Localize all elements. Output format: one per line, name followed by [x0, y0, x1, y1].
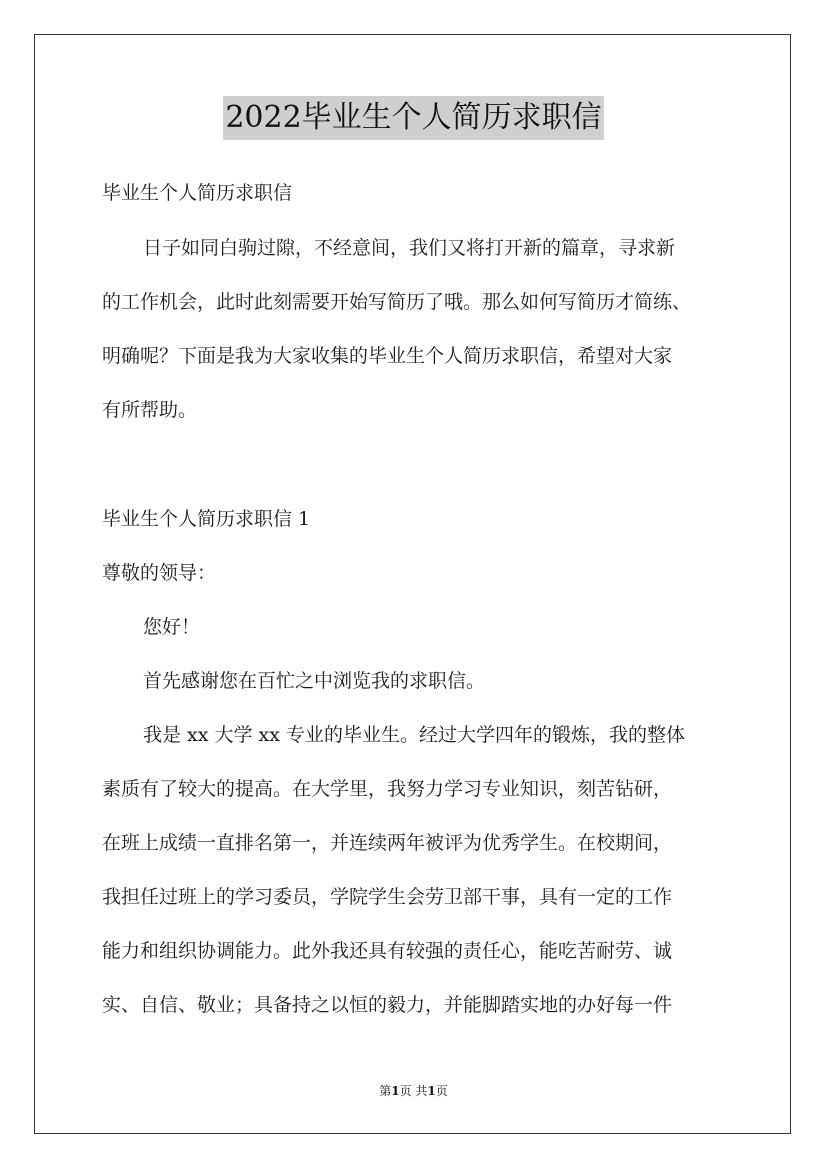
footer-total-pages: 1 — [427, 1084, 436, 1098]
document-title: 2022毕业生个人简历求职信 — [223, 96, 603, 140]
paragraph-line: 明确呢？下面是我为大家收集的毕业生个人简历求职信，希望对大家 — [102, 345, 673, 367]
paragraph-line: 我是 xx 大学 xx 专业的毕业生。经过大学四年的锻炼，我的整体 — [143, 724, 686, 746]
paragraph-line: 我担任过班上的学习委员，学院学生会劳卫部干事，具有一定的工作 — [102, 886, 673, 908]
page-footer — [0, 1083, 827, 1099]
subtitle-line: 毕业生个人简历求职信 — [102, 182, 293, 204]
footer-page-number: 1 — [391, 1084, 400, 1098]
paragraph-line: 能力和组织协调能力。此外我还具有较强的责任心，能吃苦耐劳、诚 — [102, 940, 673, 962]
footer-mid: 页 共 — [399, 1084, 428, 1098]
salutation-line: 尊敬的领导： — [102, 562, 217, 584]
title-container — [0, 96, 827, 140]
paragraph-line: 在班上成绩一直排名第一，并连续两年被评为优秀学生。在校期间， — [102, 832, 673, 854]
section-heading: 毕业生个人简历求职信 1 — [102, 508, 311, 530]
paragraph-line: 有所帮助。 — [102, 399, 198, 421]
greeting-line: 您好！ — [143, 616, 201, 638]
footer-suffix: 页 — [435, 1084, 448, 1098]
paragraph-line: 日子如同白驹过隙，不经意间，我们又将打开新的篇章，寻求新 — [143, 237, 676, 259]
footer-prefix: 第 — [379, 1084, 392, 1098]
paragraph-line: 的工作机会，此时此刻需要开始写简历了哦。那么如何写简历才简练、 — [102, 291, 692, 313]
paragraph-line: 素质有了较大的提高。在大学里，我努力学习专业知识，刻苦钻研， — [102, 778, 673, 800]
paragraph-line: 首先感谢您在百忙之中浏览我的求职信。 — [143, 670, 486, 692]
paragraph-line: 实、自信、敬业；具备持之以恒的毅力，并能脚踏实地的办好每一件 — [102, 994, 673, 1016]
